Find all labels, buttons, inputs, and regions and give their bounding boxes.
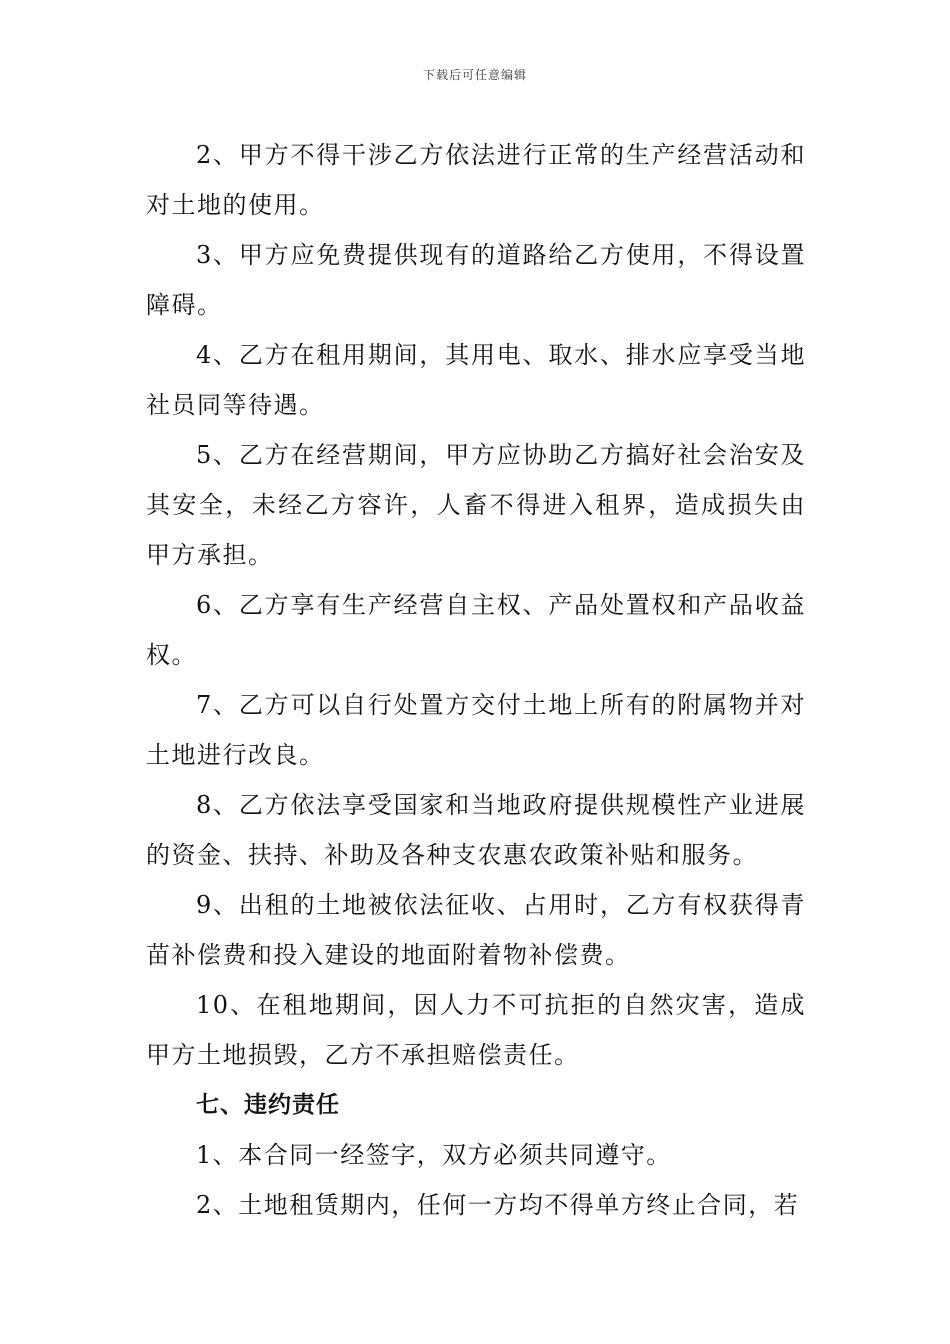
paragraph-clause-10: 10、在租地期间，因人力不可抗拒的自然灾害，造成甲方土地损毁，乙方不承担赔偿责任。 <box>146 991 806 1069</box>
paragraph-clause-3: 3、甲方应免费提供现有的道路给乙方使用，不得设置障碍。 <box>146 241 806 319</box>
paragraph-breach-1: 1、本合同一经签字，双方必须共同遵守。 <box>196 1141 672 1169</box>
paragraph-clause-6: 6、乙方享有生产经营自主权、产品处置权和产品收益权。 <box>146 591 806 669</box>
paragraph-clause-7: 7、乙方可以自行处置方交付土地上所有的附属物并对土地进行改良。 <box>146 691 806 769</box>
paragraph-breach-2: 2、土地租赁期内，任何一方均不得单方终止合同，若 <box>196 1191 800 1219</box>
header-note: 下载后可任意编辑 <box>422 68 527 82</box>
paragraph-clause-2: 2、甲方不得干涉乙方依法进行正常的生产经营活动和对土地的使用。 <box>146 141 806 219</box>
section-heading-breach-liability: 七、违约责任 <box>196 1092 340 1118</box>
document-body <box>146 130 806 1230</box>
paragraph-clause-4: 4、乙方在租用期间，其用电、取水、排水应享受当地社员同等待遇。 <box>146 341 806 419</box>
paragraph-clause-9: 9、出租的土地被依法征收、占用时，乙方有权获得青苗补偿费和投入建设的地面附着物补偿费。 <box>146 891 806 969</box>
paragraph-clause-8: 8、乙方依法享受国家和当地政府提供规模性产业进展的资金、扶持、补助及各种支农惠农政策补贴和服务。 <box>146 791 806 869</box>
paragraph-clause-5: 5、乙方在经营期间，甲方应协助乙方搞好社会治安及其安全，未经乙方容许，人畜不得进入租界，造成损失由甲方承担。 <box>146 441 806 569</box>
